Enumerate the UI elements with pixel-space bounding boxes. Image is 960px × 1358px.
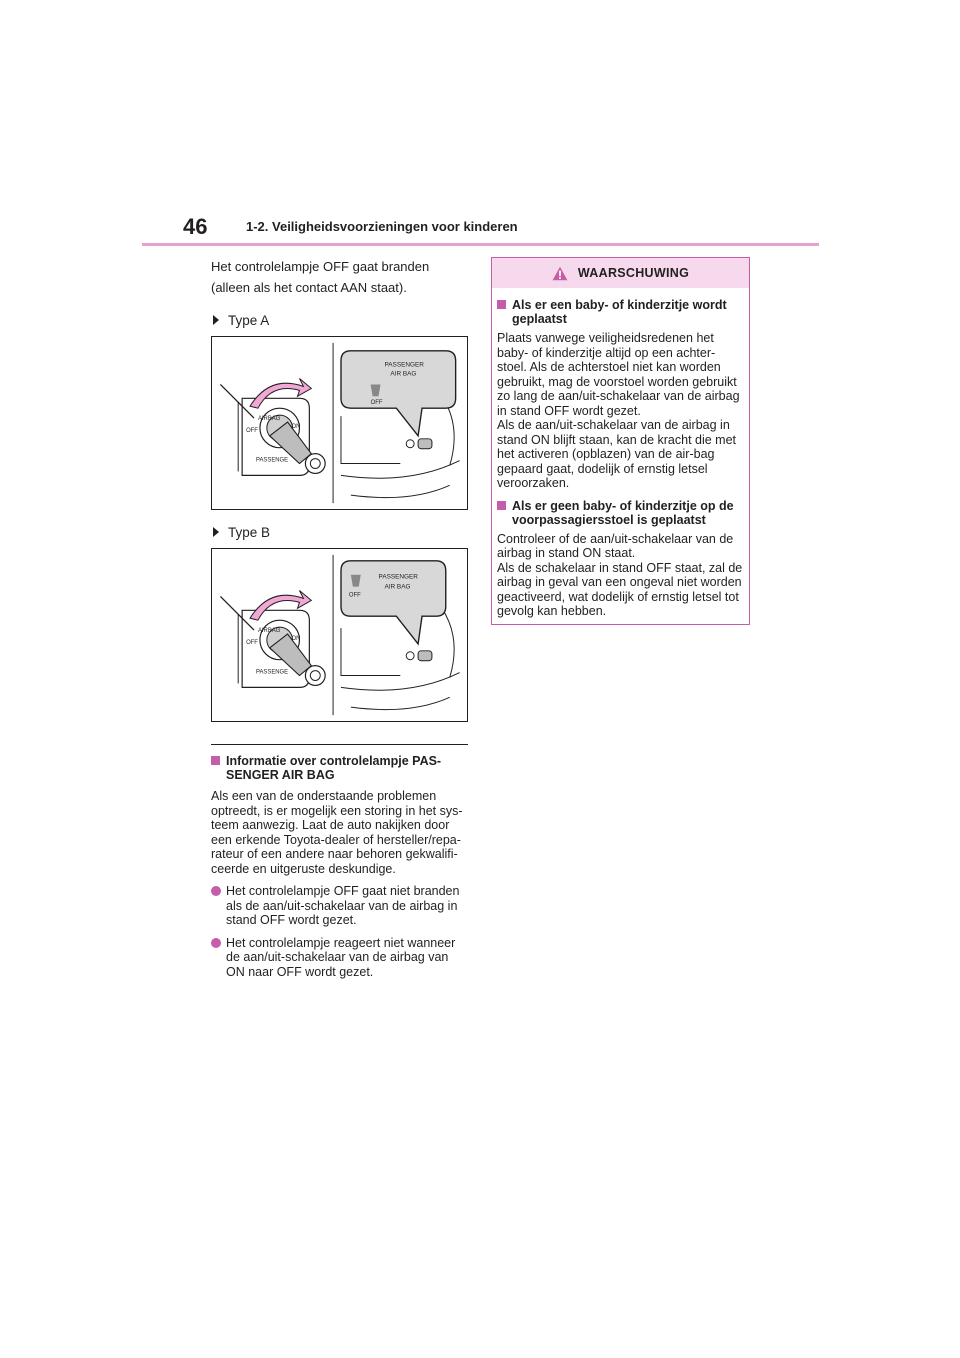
bubble-airbag-text: AIR BAG <box>390 370 417 378</box>
warning-body <box>492 288 749 619</box>
intro-text: Het controlelampje OFF gaat branden (alleen als het contact AAN staat). <box>211 259 430 295</box>
switch-off-text: OFF <box>246 427 258 434</box>
warning-heading-1 <box>497 298 744 326</box>
page-number: 46 <box>183 214 208 239</box>
airbag-switch-illustration-a <box>212 337 467 509</box>
passenge-text: PASSENGE <box>255 457 289 464</box>
bubble-off-text: OFF <box>348 592 361 599</box>
warning-heading-2-text: Als er geen baby- of kinderzitje op de voorpassagiersstoel is geplaatst <box>512 498 734 527</box>
info-heading-text: Informatie over controlelampje PAS-SENGER AIR BAG <box>226 754 442 782</box>
type-b-text: Type B <box>228 524 271 540</box>
passenge-text: PASSENGE <box>255 669 289 676</box>
left-column <box>211 256 469 979</box>
type-a-label <box>211 310 469 330</box>
info-heading <box>211 754 469 782</box>
list-item <box>211 936 469 980</box>
warning-triangle-icon <box>552 266 568 281</box>
warning-box <box>491 257 750 625</box>
square-bullet-icon <box>497 300 506 309</box>
type-b-label <box>211 522 469 542</box>
column-divider <box>211 744 468 745</box>
switch-on-text: ON <box>291 423 301 430</box>
warning-text-2b: Als de schakelaar in stand OFF staat, zal de airbag in geval van een ongeval niet worden geactiveerd, wat dodelijk of ernstig letsel tot gevolg kan hebben. <box>497 560 743 618</box>
bubble-airbag-text: AIR BAG <box>384 583 411 591</box>
bubble-passenger-text: PASSENGER <box>378 573 418 581</box>
section-title: 1-2. Veiligheidsvoorzieningen voor kinderen <box>246 219 518 234</box>
bullet-text: Het controlelampje reageert niet wanneer de aan/uit-schakelaar van de airbag van ON naar OFF wordt gezet. <box>226 935 456 979</box>
switch-on-text: ON <box>291 635 301 642</box>
figure-type-a <box>211 336 468 510</box>
square-bullet-icon <box>211 756 220 765</box>
switch-off-text: OFF <box>246 639 258 646</box>
bubble-passenger-text: PASSENGER <box>384 361 424 369</box>
warning-title: WAARSCHUWING <box>577 266 690 280</box>
warning-header <box>492 258 749 288</box>
header-rule <box>142 243 819 246</box>
circle-bullet-icon <box>211 886 221 896</box>
airbag-switch-illustration-b <box>212 549 467 721</box>
warning-text-1: Plaats vanwege veiligheidsredenen het baby- of kinderzitje altijd op een achter-stoel. Als de achterstoel niet kan worden gebruikt, mag de voorstoel worden gebruikt zo lang de aan/uit-schakelaar van de airbag in stand OFF wordt gezet. <box>497 331 740 418</box>
warning-heading-1-text: Als er een baby- of kinderzitje wordt geplaatst <box>512 298 727 326</box>
warning-heading-2 <box>497 499 744 527</box>
airbag-text: AIRBAG <box>257 628 281 635</box>
airbag-text: AIRBAG <box>257 416 281 423</box>
type-a-text: Type A <box>228 312 270 328</box>
bullet-text: Het controlelampje OFF gaat niet branden als de aan/uit-schakelaar van de airbag in stand OFF wordt gezet. <box>226 884 460 927</box>
arrow-right-icon <box>213 315 219 325</box>
circle-bullet-icon <box>211 938 221 948</box>
square-bullet-icon <box>497 501 506 510</box>
list-item <box>211 884 469 928</box>
info-text: Als een van de onderstaande problemen optreedt, is er mogelijk een storing in het sys-teem aanwezig. Laat de auto nakijken door een erkende Toyota-dealer of hersteller/repa-rateur of een andere naar behoren gekwalifi-ceerde en uitgeruste deskundige. <box>211 789 463 876</box>
bubble-off-text: OFF <box>370 400 383 407</box>
warning-text-2: Controleer of de aan/uit-schakelaar van de airbag in stand ON staat. <box>497 531 734 560</box>
warning-text-1b: Als de aan/uit-schakelaar van de airbag in stand ON blijft staan, kan de kracht die met het activeren (opblazen) van de air-bag gepaard gaat, dodelijk of ernstig letsel veroorzaken. <box>497 418 737 490</box>
figure-type-b <box>211 548 468 722</box>
arrow-right-icon <box>213 527 219 537</box>
